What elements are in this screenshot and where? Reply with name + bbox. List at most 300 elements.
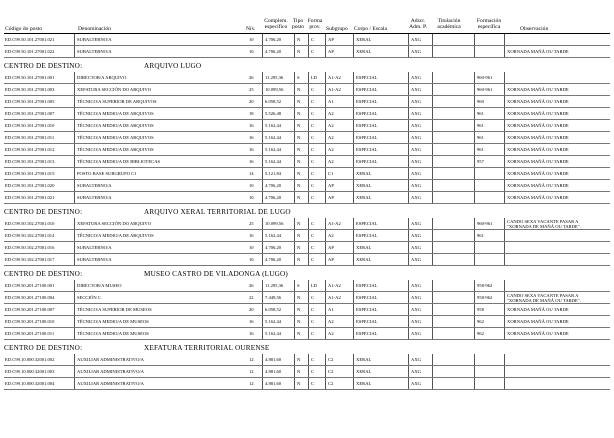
cell-code: ED.C99.50.101.27001.010 bbox=[5, 123, 55, 128]
cell-code: ED.C99.10.000.32001.004 bbox=[5, 381, 55, 386]
cell-tipo: N bbox=[294, 96, 300, 108]
cell-code: ED.C99.50.201.27100.001 bbox=[5, 283, 55, 288]
cell-forma: C bbox=[308, 120, 314, 132]
cell-code: ED.C99.10.000.32001.002 bbox=[5, 357, 55, 362]
cell-tipo: N bbox=[294, 230, 300, 242]
cell-adscr: AXG bbox=[408, 120, 421, 132]
cell-code: ED.C99.50.201.27100.004 bbox=[5, 295, 55, 300]
cell-den: TÉCNICO/A MEDIO/A DE ARQUIVOS bbox=[74, 120, 154, 132]
cell-forma: C bbox=[308, 254, 314, 266]
cell-corpo: ESPECIAL bbox=[353, 218, 377, 230]
cell-den: TÉCNICO/A SUPERIOR DE MUSEOS bbox=[74, 304, 152, 316]
cell-comp: 4.706,20 bbox=[262, 254, 281, 266]
cell-sub: AP bbox=[325, 242, 334, 254]
cell-forma: C bbox=[308, 34, 314, 46]
cell-niv: 16 bbox=[249, 331, 254, 336]
cell-adscr: AXG bbox=[408, 316, 421, 328]
cell-den: SECCIÓN C bbox=[74, 292, 101, 304]
cell-adscr: AXG bbox=[408, 84, 421, 96]
cell-forma: C bbox=[308, 230, 314, 242]
table-row bbox=[0, 168, 614, 180]
cell-forma: C bbox=[308, 366, 314, 378]
cell-adscr: AXG bbox=[408, 34, 421, 46]
table-row bbox=[0, 144, 614, 156]
cell-forma: LD bbox=[308, 280, 317, 292]
cell-den: AUXILIAR ADMINISTRATIVO/A bbox=[74, 354, 144, 366]
cell-tipo: N bbox=[294, 46, 300, 58]
cell-niv: 10 bbox=[249, 183, 254, 188]
cell-tipo: N bbox=[294, 218, 300, 230]
cell-adscr: AXG bbox=[408, 132, 421, 144]
section-name: ARQUIVO LUGO bbox=[144, 62, 202, 70]
cell-comp: 7.449,56 bbox=[262, 292, 281, 304]
cell-tipo: N bbox=[294, 144, 300, 156]
cell-tipo: N bbox=[294, 354, 300, 366]
cell-forma: C bbox=[308, 354, 314, 366]
cell-niv: 12 bbox=[249, 381, 254, 386]
cell-comp: 4.881,60 bbox=[262, 378, 281, 390]
cell-den: TÉCNICO/A MEDIO/A DE ARQUIVOS bbox=[74, 132, 154, 144]
cell-corpo: XERAL bbox=[353, 354, 371, 366]
section-name: XEFATURA TERRITORIAL OURENSE bbox=[144, 344, 270, 352]
cell-comp: 4.706,20 bbox=[262, 46, 281, 58]
cell-tipo: S bbox=[294, 280, 300, 292]
cell-adscr: AXG bbox=[408, 378, 421, 390]
cell-corpo: XERAL bbox=[353, 366, 371, 378]
cell-forma: C bbox=[308, 168, 314, 180]
cell-corpo: XERAL bbox=[353, 254, 371, 266]
cell-form: 962 bbox=[474, 328, 484, 340]
cell-tipo: N bbox=[294, 316, 300, 328]
section-heading bbox=[4, 208, 610, 218]
cell-niv: 16 bbox=[249, 319, 254, 324]
cell-tipo: N bbox=[294, 366, 300, 378]
cell-obs: XORNADA MAÑÁ OU TARDE bbox=[504, 108, 569, 120]
cell-form: 958-962 bbox=[474, 292, 492, 304]
cell-niv: 16 bbox=[249, 123, 254, 128]
cell-adscr: AXG bbox=[408, 230, 421, 242]
cell-tipo: N bbox=[294, 120, 300, 132]
header-denominacion: Denominación bbox=[78, 26, 111, 32]
cell-den: TÉCNICO/A MEDIO/A DE MUSEOS bbox=[74, 316, 149, 328]
cell-corpo: ESPECIAL bbox=[353, 292, 377, 304]
cell-adscr: AXG bbox=[408, 366, 421, 378]
cell-code: ED.C99.50.201.27100.007 bbox=[5, 307, 55, 312]
cell-forma: LD bbox=[308, 72, 317, 84]
cell-form: 960-961 bbox=[474, 72, 492, 84]
cell-obs: XORNADA MAÑÁ OU TARDE bbox=[504, 180, 569, 192]
cell-adscr: AXG bbox=[408, 280, 421, 292]
cell-corpo: XERAL bbox=[353, 242, 371, 254]
table-row bbox=[0, 328, 614, 340]
cell-comp: 4.706,20 bbox=[262, 34, 281, 46]
cell-comp: 11.295,36 bbox=[262, 72, 283, 84]
cell-obs: XORNADA MAÑÁ OU TARDE bbox=[504, 328, 569, 340]
cell-adscr: AXG bbox=[408, 354, 421, 366]
cell-comp: 4.706,20 bbox=[262, 180, 281, 192]
cell-obs: XORNADA MAÑÁ OU TARDE bbox=[504, 120, 569, 132]
cell-code: ED.C99.50.101.27001.015 bbox=[5, 171, 55, 176]
table-row bbox=[0, 254, 614, 266]
cell-obs: XORNADA MAÑÁ OU TARDE bbox=[504, 46, 569, 58]
cell-tipo: N bbox=[294, 292, 300, 304]
header-adscricion: Adscr. Adm. P. bbox=[409, 18, 427, 30]
header-tipo: Tipo posto bbox=[291, 18, 305, 30]
cell-niv: 14 bbox=[249, 171, 254, 176]
cell-form: 961 bbox=[474, 132, 484, 144]
cell-sub: A1 bbox=[325, 96, 334, 108]
cell-adscr: AXG bbox=[408, 72, 421, 84]
cell-tipo: N bbox=[294, 132, 300, 144]
cell-adscr: AXG bbox=[408, 328, 421, 340]
cell-comp: 5.162,44 bbox=[262, 132, 281, 144]
cell-form: 961 bbox=[474, 230, 484, 242]
cell-comp: 10.099,56 bbox=[262, 218, 283, 230]
cell-form: 960 bbox=[474, 96, 484, 108]
cell-sub: AP bbox=[325, 254, 334, 266]
cell-code: ED.C99.50.101.27001.007 bbox=[5, 111, 55, 116]
cell-niv: 26 bbox=[249, 283, 254, 288]
cell-sub: A2 bbox=[325, 144, 334, 156]
cell-den: SUBALTERNO/A bbox=[74, 180, 112, 192]
cell-niv: 25 bbox=[249, 87, 254, 92]
cell-den: POSTO BASE SUBGRUPO C1 bbox=[74, 168, 137, 180]
cell-niv: 16 bbox=[249, 135, 254, 140]
cell-comp: 4.706,20 bbox=[262, 192, 281, 204]
cell-sub: A2 bbox=[325, 120, 334, 132]
cell-den: TÉCNICO/A MEDIO/A DE ARQUIVOS bbox=[74, 144, 154, 156]
header-nivel: Nív. bbox=[246, 26, 256, 32]
cell-comp: 5.162,44 bbox=[262, 120, 281, 132]
cell-comp: 6.058,52 bbox=[262, 96, 281, 108]
cell-comp: 4.706,20 bbox=[262, 242, 281, 254]
cell-adscr: AXG bbox=[408, 292, 421, 304]
cell-code: ED.C99.50.101.27001.001 bbox=[5, 75, 55, 80]
cell-obs: XORNADA MAÑÁ OU TARDE bbox=[504, 132, 569, 144]
cell-adscr: AXG bbox=[408, 108, 421, 120]
cell-sub: A1-A2 bbox=[325, 292, 341, 304]
cell-den: TÉCNICO/A MEDIO/A DE ARQUIVOS bbox=[74, 230, 154, 242]
cell-tipo: N bbox=[294, 34, 300, 46]
cell-niv: 16 bbox=[249, 233, 254, 238]
cell-code: ED.C99.50.201.27100.011 bbox=[5, 331, 55, 336]
cell-sub: AP bbox=[325, 34, 334, 46]
cell-forma: C bbox=[308, 378, 314, 390]
cell-den: XEFATURA SECCIÓN DO ARQUIVO bbox=[74, 218, 151, 230]
cell-comp: 5.162,44 bbox=[262, 144, 281, 156]
cell-code: ED.C99.50.201.27100.010 bbox=[5, 319, 55, 324]
cell-corpo: ESPECIAL bbox=[353, 96, 377, 108]
cell-corpo: XERAL bbox=[353, 378, 371, 390]
cell-niv: 10 bbox=[249, 37, 254, 42]
cell-corpo: ESPECIAL bbox=[353, 280, 377, 292]
cell-corpo: ESPECIAL bbox=[353, 120, 377, 132]
table-row bbox=[0, 242, 614, 254]
cell-form: 962 bbox=[474, 316, 484, 328]
cell-forma: C bbox=[308, 316, 314, 328]
header-formacion: Formación específica bbox=[476, 18, 502, 30]
section-label: CENTRO DE DESTINO: bbox=[4, 208, 83, 216]
cell-corpo: XERAL bbox=[353, 46, 371, 58]
cell-form: 961 bbox=[474, 120, 484, 132]
cell-code: ED.C99.50.101.27001.021 bbox=[5, 195, 55, 200]
header-corpo: Corpo / Escala bbox=[354, 26, 387, 32]
cell-adscr: AXG bbox=[408, 218, 421, 230]
cell-niv: 16 bbox=[249, 147, 254, 152]
cell-corpo: ESPECIAL bbox=[353, 108, 377, 120]
cell-adscr: AXG bbox=[408, 156, 421, 168]
cell-code: ED.C99.50.102.27001.016 bbox=[5, 245, 55, 250]
header-complemento: Complem. específico bbox=[264, 18, 288, 30]
cell-obs: XORNADA MAÑÁ OU TARDE bbox=[504, 168, 569, 180]
cell-forma: C bbox=[308, 132, 314, 144]
cell-den: SUBALTERNO/A bbox=[74, 192, 112, 204]
cell-comp: 4.881,60 bbox=[262, 354, 281, 366]
cell-niv: 20 bbox=[249, 307, 254, 312]
cell-code: ED.C99.50.101.27001.020 bbox=[5, 183, 55, 188]
cell-sub: A1-A2 bbox=[325, 84, 341, 96]
cell-sub: A2 bbox=[325, 132, 334, 144]
cell-sub: C1 bbox=[325, 168, 333, 180]
cell-sub: A2 bbox=[325, 108, 334, 120]
table-row bbox=[0, 180, 614, 192]
cell-tipo: N bbox=[294, 242, 300, 254]
cell-den: SUBALTERNO/A bbox=[74, 242, 112, 254]
cell-niv: 10 bbox=[249, 245, 254, 250]
cell-obs-line1: CANDO SEXA VACANTE PASAR A bbox=[507, 292, 579, 298]
table-row bbox=[0, 316, 614, 328]
cell-sub: A1-A2 bbox=[325, 72, 341, 84]
cell-sub: A2 bbox=[325, 316, 334, 328]
cell-forma: C bbox=[308, 180, 314, 192]
cell-corpo: ESPECIAL bbox=[353, 316, 377, 328]
table-row bbox=[0, 304, 614, 316]
cell-form: 958-962 bbox=[474, 280, 492, 292]
cell-obs-line2: "XORNADA DE MAÑÁ OU TARDE". bbox=[507, 298, 581, 304]
cell-niv: 10 bbox=[249, 257, 254, 262]
cell-tipo: N bbox=[294, 84, 300, 96]
cell-comp: 4.881,60 bbox=[262, 366, 281, 378]
section-name: ARQUIVO XERAL TERRITORIAL DE LUGO bbox=[144, 208, 291, 216]
cell-den: AUXILIAR ADMINISTRATIVO/A bbox=[74, 378, 144, 390]
cell-adscr: AXG bbox=[408, 304, 421, 316]
cell-sub: AP bbox=[325, 46, 334, 58]
cell-forma: C bbox=[308, 46, 314, 58]
cell-den: TÉCNICO/A MEDIO/A DE MUSEOS bbox=[74, 328, 149, 340]
cell-adscr: AXG bbox=[408, 254, 421, 266]
cell-code: ED.C99.50.101.27001.012 bbox=[5, 147, 55, 152]
cell-den: SUBALTERNO/A bbox=[74, 46, 112, 58]
header-titulacion: Titulación académica bbox=[437, 18, 461, 30]
cell-adscr: AXG bbox=[408, 242, 421, 254]
cell-den: TÉCNICO/A MEDIO/A DE BIBLIOTECAS bbox=[74, 156, 160, 168]
table-row bbox=[0, 120, 614, 132]
cell-adscr: AXG bbox=[408, 180, 421, 192]
cell-den: TÉCNICO/A MEDIO/A DE ARQUIVOS bbox=[74, 108, 154, 120]
cell-code: ED.C99.50.102.27001.014 bbox=[5, 233, 55, 238]
cell-niv: 12 bbox=[249, 369, 254, 374]
header-subgrupo: Subgrupo bbox=[326, 26, 348, 32]
cell-corpo: ESPECIAL bbox=[353, 84, 377, 96]
table-row bbox=[0, 96, 614, 108]
table-row bbox=[0, 218, 614, 230]
cell-adscr: AXG bbox=[408, 192, 421, 204]
cell-niv: 18 bbox=[249, 111, 254, 116]
cell-tipo: N bbox=[294, 192, 300, 204]
cell-niv: 25 bbox=[249, 221, 254, 226]
section-heading bbox=[4, 62, 610, 72]
section-label: CENTRO DE DESTINO: bbox=[4, 344, 83, 352]
table-row bbox=[0, 84, 614, 96]
cell-form: 961 bbox=[474, 144, 484, 156]
cell-adscr: AXG bbox=[408, 96, 421, 108]
cell-den: SUBALTERNO/A bbox=[74, 254, 112, 266]
cell-sub: A1 bbox=[325, 304, 334, 316]
cell-tipo: N bbox=[294, 156, 300, 168]
table-row bbox=[0, 108, 614, 120]
cell-corpo: XERAL bbox=[353, 168, 371, 180]
cell-forma: C bbox=[308, 96, 314, 108]
cell-den: DIRECTOR/A MUSEO bbox=[74, 280, 121, 292]
cell-corpo: XERAL bbox=[353, 192, 371, 204]
section-label: CENTRO DE DESTINO: bbox=[4, 270, 83, 278]
cell-forma: C bbox=[308, 84, 314, 96]
cell-forma: C bbox=[308, 108, 314, 120]
cell-corpo: ESPECIAL bbox=[353, 132, 377, 144]
cell-code: ED.C99.50.101.27001.021 bbox=[5, 37, 55, 42]
section-heading bbox=[4, 344, 610, 354]
cell-sub: A1-A2 bbox=[325, 218, 341, 230]
header-codigo: Código do posto bbox=[5, 26, 42, 32]
section-heading bbox=[4, 270, 610, 280]
table-row bbox=[0, 354, 614, 366]
table-row bbox=[0, 366, 614, 378]
cell-corpo: XERAL bbox=[353, 34, 371, 46]
cell-adscr: AXG bbox=[408, 46, 421, 58]
cell-niv: 22 bbox=[249, 295, 254, 300]
cell-corpo: ESPECIAL bbox=[353, 72, 377, 84]
cell-code: ED.C99.50.101.27001.003 bbox=[5, 87, 55, 92]
cell-niv: 10 bbox=[249, 49, 254, 54]
table-row bbox=[0, 192, 614, 204]
cell-sub: C2 bbox=[325, 354, 333, 366]
cell-forma: C bbox=[308, 242, 314, 254]
cell-comp: 6.058,52 bbox=[262, 304, 281, 316]
table-row bbox=[0, 34, 614, 46]
cell-adscr: AXG bbox=[408, 144, 421, 156]
cell-tipo: N bbox=[294, 304, 300, 316]
cell-niv: 20 bbox=[249, 99, 254, 104]
table-row bbox=[0, 292, 614, 304]
cell-obs-line2: "XORNADA DE MAÑÁ OU TARDE". bbox=[507, 224, 581, 230]
section-name: MUSEO CASTRO DE VILADONGA (LUGO) bbox=[144, 270, 289, 278]
cell-obs: XORNADA MAÑÁ OU TARDE bbox=[504, 84, 569, 96]
cell-adscr: AXG bbox=[408, 168, 421, 180]
cell-code: ED.C99.50.102.27001.010 bbox=[5, 221, 55, 226]
cell-niv: 16 bbox=[249, 159, 254, 164]
cell-form: 958 bbox=[474, 304, 484, 316]
table-row bbox=[0, 156, 614, 168]
cell-corpo: ESPECIAL bbox=[353, 328, 377, 340]
cell-obs: XORNADA MAÑÁ OU TARDE bbox=[504, 156, 569, 168]
cell-code: ED.C99.50.101.27001.022 bbox=[5, 49, 55, 54]
cell-comp: 11.295,36 bbox=[262, 280, 283, 292]
cell-obs: XORNADA MAÑÁ OU TARDE bbox=[504, 144, 569, 156]
cell-corpo: XERAL bbox=[353, 180, 371, 192]
cell-form: 957 bbox=[474, 156, 484, 168]
cell-niv: 10 bbox=[249, 195, 254, 200]
cell-obs-line1: CANDO SEXA VACANTE PASAR A bbox=[507, 218, 579, 224]
cell-corpo: ESPECIAL bbox=[353, 144, 377, 156]
cell-forma: C bbox=[308, 304, 314, 316]
cell-sub: A1-A2 bbox=[325, 280, 341, 292]
cell-code: ED.C99.10.000.32001.003 bbox=[5, 369, 55, 374]
cell-den: DIRECTOR/A ARQUIVO bbox=[74, 72, 126, 84]
table-row bbox=[0, 132, 614, 144]
table-row bbox=[0, 46, 614, 58]
cell-tipo: N bbox=[294, 168, 300, 180]
cell-sub: C2 bbox=[325, 366, 333, 378]
cell-comp: 5.162,44 bbox=[262, 316, 281, 328]
cell-comp: 5.162,44 bbox=[262, 328, 281, 340]
cell-den: TÉCNICO/A SUPERIOR DE ARQUIVOS bbox=[74, 96, 157, 108]
cell-sub: A2 bbox=[325, 156, 334, 168]
table-row bbox=[0, 378, 614, 390]
cell-form: 960-961 bbox=[474, 218, 492, 230]
cell-obs: XORNADA MAÑÁ OU TARDE bbox=[504, 316, 569, 328]
cell-forma: C bbox=[308, 144, 314, 156]
cell-corpo: ESPECIAL bbox=[353, 156, 377, 168]
cell-sub: A2 bbox=[325, 230, 334, 242]
cell-obs: XORNADA MAÑÁ OU TARDE bbox=[504, 192, 569, 204]
cell-niv: 26 bbox=[249, 75, 254, 80]
header-forma: Forma prov. bbox=[307, 18, 323, 30]
cell-tipo: N bbox=[294, 378, 300, 390]
table-row bbox=[0, 72, 614, 84]
cell-tipo: N bbox=[294, 180, 300, 192]
table-row bbox=[0, 280, 614, 292]
cell-tipo: N bbox=[294, 328, 300, 340]
cell-den: SUBALTERNO/A bbox=[74, 34, 112, 46]
cell-forma: C bbox=[308, 328, 314, 340]
cell-comp: 5.121,84 bbox=[262, 168, 281, 180]
cell-forma: C bbox=[308, 218, 314, 230]
cell-comp: 5.162,44 bbox=[262, 156, 281, 168]
cell-forma: C bbox=[308, 156, 314, 168]
cell-obs: XORNADA MAÑÁ OU TARDE bbox=[504, 304, 569, 316]
cell-tipo: S bbox=[294, 72, 300, 84]
header-observacion: Observación bbox=[520, 26, 549, 32]
cell-comp: 5.526,48 bbox=[262, 108, 281, 120]
cell-comp: 5.162,44 bbox=[262, 230, 281, 242]
cell-niv: 12 bbox=[249, 357, 254, 362]
cell-tipo: N bbox=[294, 108, 300, 120]
cell-sub: AP bbox=[325, 192, 334, 204]
cell-den: AUXILIAR ADMINISTRATIVO/A bbox=[74, 366, 144, 378]
cell-comp: 10.099,56 bbox=[262, 84, 283, 96]
cell-code: ED.C99.50.101.27001.011 bbox=[5, 135, 55, 140]
cell-forma: C bbox=[308, 192, 314, 204]
cell-tipo: N bbox=[294, 254, 300, 266]
cell-code: ED.C99.50.101.27001.005 bbox=[5, 99, 55, 104]
table-row bbox=[0, 230, 614, 242]
cell-form: 961 bbox=[474, 108, 484, 120]
section-label: CENTRO DE DESTINO: bbox=[4, 62, 83, 70]
cell-obs: XORNADA MAÑÁ OU TARDE bbox=[504, 96, 569, 108]
cell-form: 960-961 bbox=[474, 84, 492, 96]
cell-corpo: ESPECIAL bbox=[353, 304, 377, 316]
cell-sub: C2 bbox=[325, 378, 333, 390]
